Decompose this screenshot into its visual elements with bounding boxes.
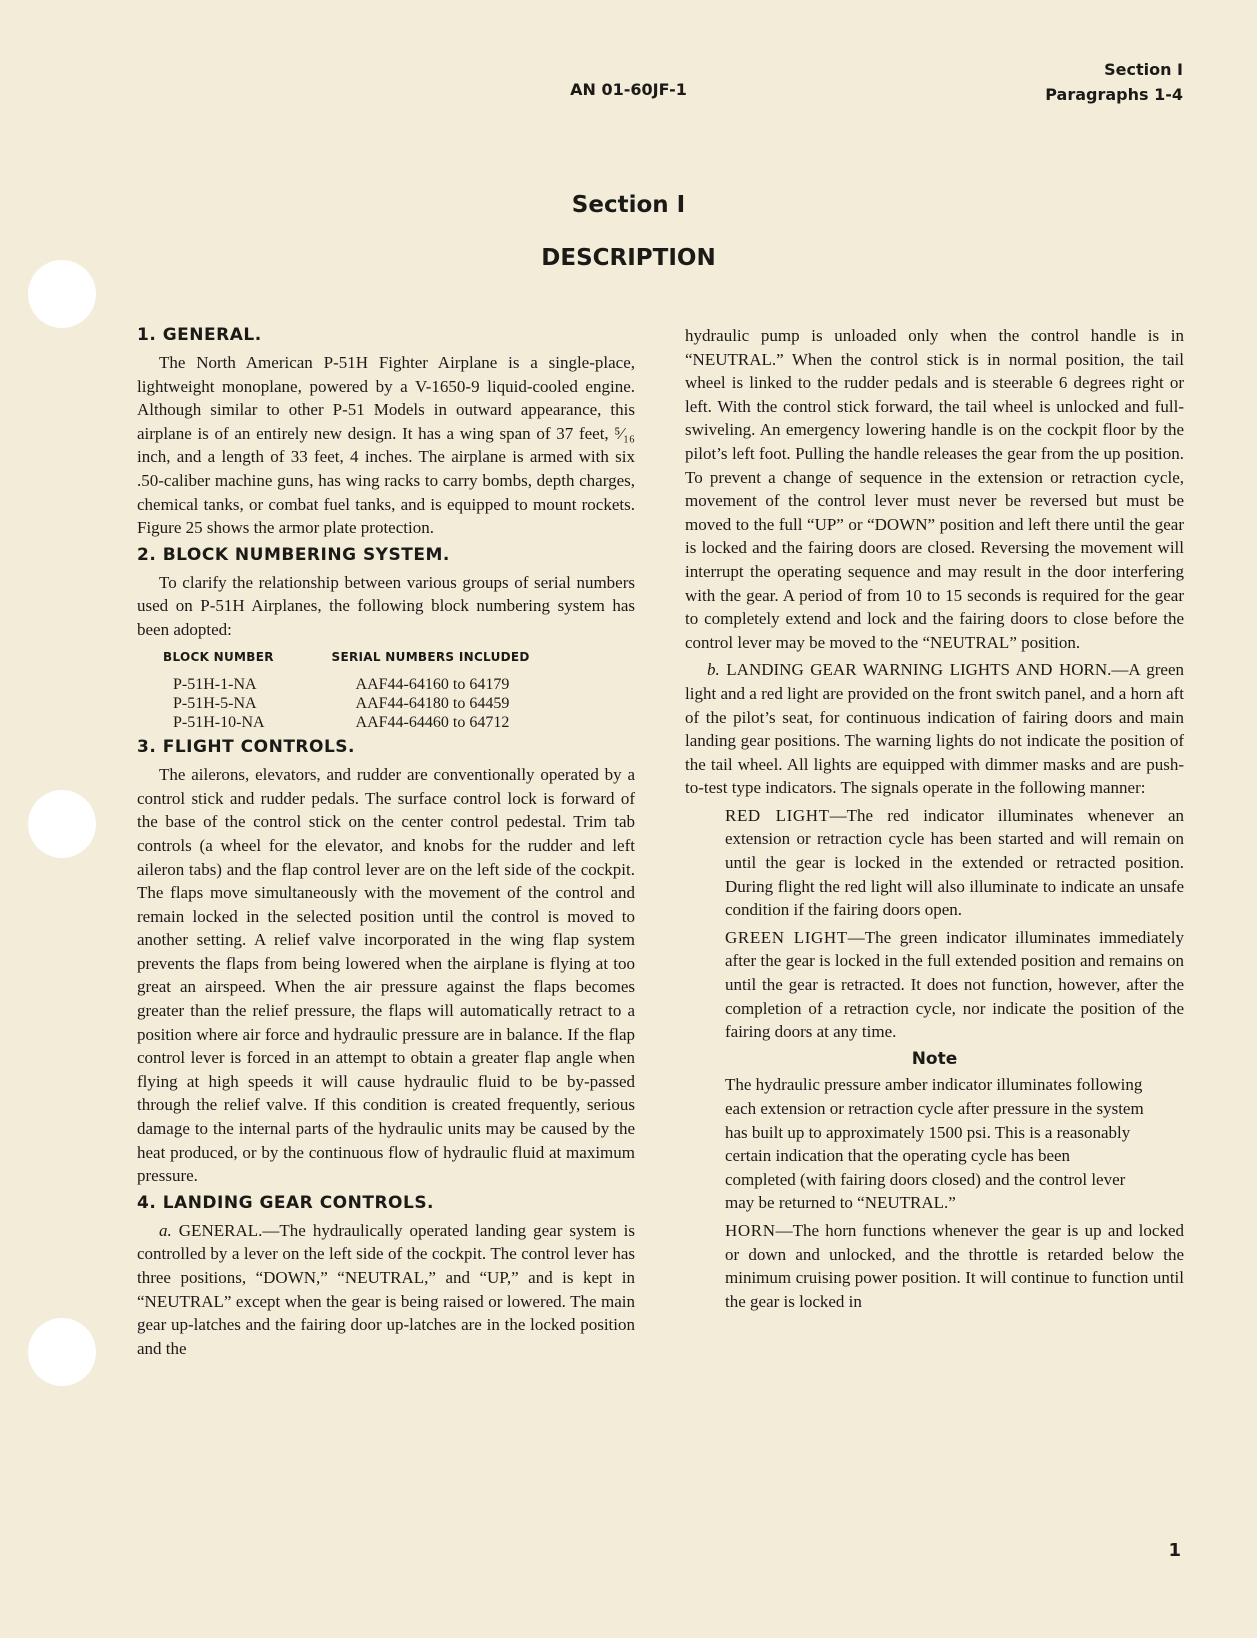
note-heading: Note — [911, 1048, 958, 1069]
heading-general: 1. GENERAL. — [137, 325, 262, 345]
page-number: 1 — [1168, 1540, 1181, 1561]
table-row: P-51H-10-NA AAF44-64460 to 64712 — [173, 714, 510, 732]
paragraph-horn: HORN—The horn functions whenever the gear is up and locked or down and unlocked, and the throttle is retarded below the minimum cruising power position. It will continue to function until the gear is locked in — [725, 1220, 1184, 1311]
table-header-serials: SERIAL NUMBERS INCLUDED — [331, 649, 530, 664]
table-row: P-51H-1-NA AAF44-64160 to 64179 — [173, 676, 510, 694]
section-title: Section I — [571, 192, 686, 218]
paragraph-green-light: GREEN LIGHT—The green indicator illuminates immediately after the gear is locked in the full extended position and remains on until the gear is retracted. It does not function, however, after the completion of a retraction cycle, nor indicate the position of the fairing doors at any time. — [725, 927, 1185, 1042]
header-reference — [1045, 57, 1183, 107]
heading-flight-controls: 3. FLIGHT CONTROLS. — [137, 737, 355, 758]
paragraph-landing-gear-general-cont: hydraulic pump is unloaded only when the control handle is in “NEUTRAL.” When the control stick is in normal position, the tail wheel is linked to the rudder pedals and is steerable 6 degrees right or left. With the control stick forward, the tail wheel is unlocked and full-swiveling. An emergency lowering handle is on the cockpit floor by the pilot’s left foot. Pulling the handle releases the gear from the up position. To prevent a change of sequence in the extension or retraction cycle, movement of the control lever must never be reversed but must be moved to the full “UP” or “DOWN” position and left there until the gear is locked and the fairing doors are closed. Reversing the movement will interrupt the operating sequence and may result in the door interfering with the gear. A period of from 10 to 15 seconds is required for the gear to completely extend and lock and the fairing doors to close before the control lever may be moved to the “NEUTRAL” position. — [685, 326, 1184, 652]
paragraph-general: The North American P-51H Fighter Airplane is a single-place, lightweight monoplane, powered by a V-1650-9 liquid-cooled engine. Although similar to other P-51 Models in outward appearance, this airplane is of an entirely new design. It has a wing span of 37 feet, ⁵⁄₁₆ inch, and a length of 33 feet, 4 inches. The airplane is armed with six .50-caliber machine guns, has wing racks to carry bombs, depth charges, chemical tanks, or combat fuel tanks, and is equipped to mount rockets. Figure 25 shows the armor plate protection. — [137, 353, 635, 538]
table-row: P-51H-5-NA AAF44-64180 to 64459 — [173, 695, 510, 713]
paragraph-red-light: RED LIGHT—The red indicator illuminates whenever an extension or retraction cycle has been started and will remain on until the gear is locked in the extended or retracted position. During flight the red light will also illuminate to indicate an unsafe condition if the fairing doors open. — [725, 805, 1184, 920]
header-section: Section I — [1104, 60, 1183, 79]
left-column — [137, 324, 635, 1364]
paragraph-warning-lights: b. LANDING GEAR WARNING LIGHTS AND HORN.—A green light and a red light are provided on the front switch panel, and a horn aft of the pilot’s seat, for continuous indication of fairing doors and main landing gear positions. The warning lights do not indicate the position of the tail wheel. All lights are equipped with dimmer masks and are push-to-test type indicators. The signals operate in the following manner: — [685, 660, 1185, 798]
binder-hole-bottom — [28, 1318, 96, 1386]
paragraph-landing-gear-general: a. GENERAL.—The hydraulically operated landing gear system is controlled by a lever on the left side of the cockpit. The control lever has three positions, “DOWN,” “NEUTRAL,” and “UP,” and is kept in “NEUTRAL” except when the gear is being raised or lowered. The main gear up-latches and the fairing door up-latches are in the locked position and the — [137, 1220, 635, 1358]
table-header-block: BLOCK NUMBER — [163, 649, 274, 664]
section-subtitle: DESCRIPTION — [541, 245, 716, 271]
binder-hole-middle — [28, 790, 96, 858]
note-body: The hydraulic pressure amber indicator illuminates following each extension or retraction cycle after pressure in the system has built up to approximately 1500 psi. This is a reasonably certain indication that the operating cycle has been completed (with fairing doors closed) and the control lever may be returned to “NEUTRAL.” — [725, 1075, 1144, 1213]
right-column — [685, 324, 1184, 1317]
block-number-table — [163, 646, 633, 733]
paragraph-flight-controls: The ailerons, elevators, and rudder are conventionally operated by a control stick and rudder pedals. The surface control lock is forward of the base of the control stick on the center control pedestal. Trim tab controls (a wheel for the elevator, and knobs for the rudder and left aileron tabs) and the flap control lever are on the left side of the cockpit. The flaps move simultaneously with the movement of the control and remain locked in the selected position until the control is moved to another setting. A relief valve incorporated in the wing flap system prevents the flaps from being lowered when the airplane is flying at too great an airspeed. When the air pressure against the flaps becomes greater than the relief pressure, the flaps will automatically retract to a position where air force and hydraulic pressure are in balance. If the flap control lever is forced in an attempt to obtain a greater flap angle when flying at high speeds it will cause hydraulic fluid to be by-passed through the relief valve. If this condition is created frequently, serious damage to the internal parts of the hydraulic units may be caused by the heat produced, or by the continuous flow of hydraulic fluid at maximum pressure. — [137, 765, 635, 1186]
header-paragraphs: Paragraphs 1-4 — [1045, 85, 1183, 104]
heading-landing-gear: 4. LANDING GEAR CONTROLS. — [137, 1192, 435, 1213]
heading-block-numbering: 2. BLOCK NUMBERING SYSTEM. — [137, 544, 450, 565]
document-id: AN 01-60JF-1 — [570, 80, 687, 99]
paragraph-block-numbering: To clarify the relationship between various groups of serial numbers used on P-51H Airplanes, the following block numbering system has been adopted: — [137, 572, 635, 639]
